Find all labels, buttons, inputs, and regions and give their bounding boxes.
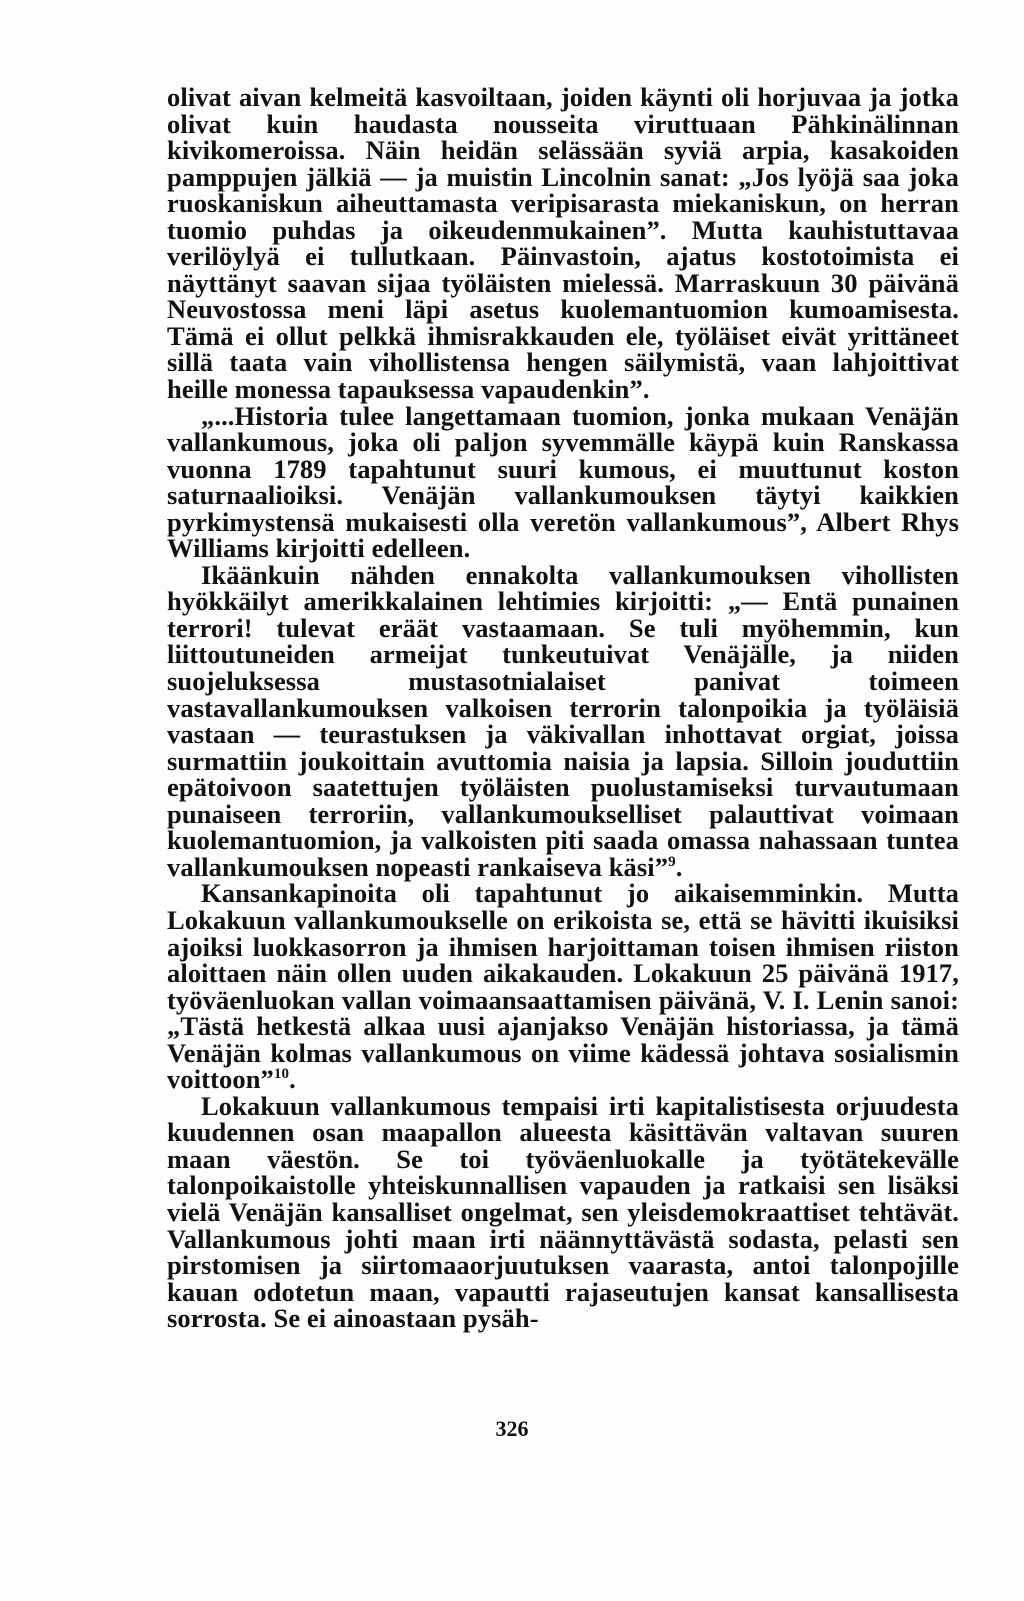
paragraph-1-text: olivat aivan kelmeitä kasvoiltaan, joiden käynti oli horjuvaa ja jotka olivat kuin haudasta nousseita viruttuaan Pähkinälinnan kivikomeroissa. Näin heidän selässään syviä arpia, kasakoiden pamppujen jälkiä — ja muistin Lincolnin sanat: „Jos lyöjä saa joka ruoskaniskun aiheuttamasta veripisarasta miekaniskun, on herran tuomio puhdas ja oikeudenmukainen”. Mutta kauhistuttavaa verilöylyä ei tullutkaan. Päinvastoin, ajatus kostotoimista ei näyttänyt saavan sijaa työläisten mielessä. Marraskuun 30 päivänä Neuvostossa meni läpi asetus kuolemantuomion kumoamisesta. Tämä ei ollut pelkkä ihmisrakkauden ele, työläiset eivät yrittäneet sillä taata vain vihollistensa hengen säilymistä, vaan lahjoittivat heille monessa tapauksessa vapaudenkin”. <box>167 82 959 405</box>
paragraph-5 <box>167 1090 959 1334</box>
paragraph-2-text: „...Historia tulee langettamaan tuomion, jonka mukaan Venäjän vallankumous, joka oli paljon syvemmälle käypä kuin Ranskassa vuonna 1789 tapahtunut suuri kumous, ei muuttunut koston saturnaalioiksi. Venäjän vallankumouksen täytyi kaikkien pyrkimystensä mukaisesti olla veretön vallankumous”, Albert Rhys Williams kirjoitti edelleen. <box>167 400 959 564</box>
footnote-ref-9: 9 <box>668 854 676 871</box>
paragraph-2 <box>167 400 959 564</box>
paragraph-3: Ikäänkuin nähden ennakolta vallankumouksen vihollisten hyökkäilyt amerikkalainen lehtimies kirjoitti: „— Entä punainen terrori! tulevat eräät vastaamaan. Se tuli myöhemmin, kun liittoutuneiden armeijat tunkeutuivat Venäjälle, ja niiden suojeluksessa mustasotnialaiset panivat toimeen vastavallankumouksen valkoisen terrorin talonpoikia ja työläisiä vastaan — teurastuksen ja väkivallan inhottavat orgiat, joissa surmattiin joukoittain avuttomia naisia ja lapsia. Silloin jouduttiin epätoivoon saatettujen työläisten puolustamiseksi turvautumaan punaiseen terroriin, vallankumoukselliset palauttivat voimaan kuolemantuomion, ja valkoisten piti saada omassa nahassaan tuntea vallankumouksen nopeasti rankaiseva käsi”$^9$. <box>167 559 959 882</box>
paragraph-4: Kansankapinoita oli tapahtunut jo aikaisemminkin. Mutta Lokakuun vallankumoukselle on erikoista se, että se hävitti ikuisiksi ajoiksi luokkasorron ja ihmisen harjoittaman toisen ihmisen riiston aloittaen näin ollen uuden aikakauden. Lokakuun 25 päivänä 1917, työväenluokan vallan voimaansaattamisen päivänä, V. I. Lenin sanoi: „Tästä hetkestä alkaa uusi ajanjakso Venäjän historiassa, ja tämä Venäjän kolmas vallankumous on viime kädessä johtava sosialismin voittoon”$^{10}$. <box>167 878 959 1095</box>
paragraph-1 <box>167 84 959 403</box>
paragraph-3-text: Ikäänkuin nähden ennakolta vallankumouksen vihollisten hyökkäilyt amerikkalainen lehtimies kirjoitti: „— Entä punainen terrori! tulevat eräät vastaamaan. Se tuli myöhemmin, kun liittoutuneiden armeijat tunkeutuivat Venäjälle, ja niiden suojeluksessa mustasotnialaiset panivat toimeen vastavallankumouksen valkoisen terrorin talonpoikia ja työläisiä vastaan — teurastuksen ja väkivallan inhottavat orgiat, joissa surmattiin joukoittain avuttomia naisia ja lapsia. Silloin jouduttiin epätoivoon saatettujen työläisten puolustamiseksi turvautumaan punaiseen terroriin, vallankumoukselliset palauttivat voimaan kuolemantuomion, ja valkoisten piti saada omassa nahassaan tuntea vallankumouksen nopeasti rankaiseva käsi” <box>167 559 959 882</box>
footnote-ref-10: 10 <box>273 1066 290 1083</box>
paragraph-4-text: Kansankapinoita oli tapahtunut jo aikaisemminkin. Mutta Lokakuun vallankumoukselle on erikoista se, että se hävitti ikuisiksi ajoiksi luokkasorron ja ihmisen harjoittaman toisen ihmisen riiston aloittaen näin ollen uuden aikakauden. Lokakuun 25 päivänä 1917, työväenluokan vallan voimaansaattamisen päivänä, V. I. Lenin sanoi: „Tästä hetkestä alkaa uusi ajanjakso Venäjän historiassa, ja tämä Venäjän kolmas vallankumous on viime kädessä johtava sosialismin voittoon” <box>167 878 959 1095</box>
page-number: 326 <box>495 1416 529 1441</box>
paragraph-5-text: Lokakuun vallankumous tempaisi irti kapitalistisesta orjuudesta kuudennen osan maapallon alueesta käsittävän valtavan suuren maan väestön. Se toi työväenluokalle ja työtätekevälle talonpoikaistolle yhteiskunnallisen vapauden ja ratkaisi sen lisäksi vielä Venäjän kansalliset ongelmat, sen yleisdemokraattiset tehtävät. Vallankumous johti maan irti näännyttävästä sodasta, pelasti sen pirstomisen ja siirtomaaorjuutuksen vaarasta, antoi talonpojille kauan odotetun maan, vapautti rajaseutujen kansat kansallisesta sorrosta. Se ei ainoastaan pysäh- <box>167 1090 959 1334</box>
body-text <box>167 84 959 1332</box>
